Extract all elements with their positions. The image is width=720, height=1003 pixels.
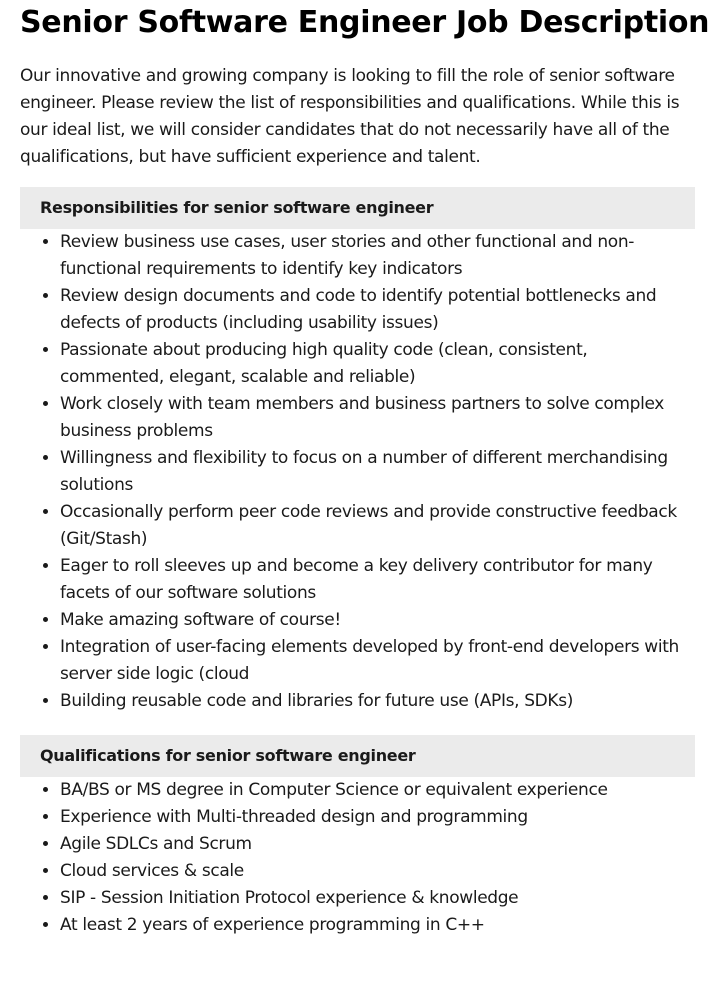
list-item: • Passionate about producing high quality code (clean, consistent, commented, elegant, scalable and reliable) [60,337,695,391]
list-item: • Willingness and flexibility to focus on a number of different merchandising solutions [60,445,695,499]
list-item: • Agile SDLCs and Scrum [60,831,695,858]
responsibilities-list [20,229,695,715]
list-item: • At least 2 years of experience programming in C++ [60,912,695,939]
list-item: • Work closely with team members and business partners to solve complex business problems [60,391,695,445]
page-title: Senior Software Engineer Job Description [20,5,710,40]
list-item: • Integration of user-facing elements developed by front-end developers with server side logic (cloud [60,634,695,688]
list-item: • Eager to roll sleeves up and become a key delivery contributor for many facets of our software solutions [60,553,695,607]
list-item: • Review business use cases, user stories and other functional and non-functional requirements to identify key indicators [60,229,695,283]
list-item: • SIP - Session Initiation Protocol experience & knowledge [60,885,695,912]
list-item: • Cloud services & scale [60,858,695,885]
list-item: • BA/BS or MS degree in Computer Science or equivalent experience [60,777,695,804]
intro-paragraph: Our innovative and growing company is looking to fill the role of senior software engineer. Please review the list of responsibilities and qualifications. While this is our ideal list, we will consider candidates that do not necessarily have all of the qualifications, but have sufficient experience and talent. [20,66,680,167]
list-item: • Building reusable code and libraries for future use (APIs, SDKs) [60,688,695,715]
list-item: • Occasionally perform peer code reviews and provide constructive feedback (Git/Stash) [60,499,695,553]
qualifications-heading: Qualifications for senior software engineer [20,735,695,777]
list-item: • Experience with Multi-threaded design and programming [60,804,695,831]
qualifications-list [20,777,695,939]
list-item: • Review design documents and code to identify potential bottlenecks and defects of products (including usability issues) [60,283,695,337]
responsibilities-heading: Responsibilities for senior software engineer [20,187,695,229]
list-item: • Make amazing software of course! [60,607,695,634]
